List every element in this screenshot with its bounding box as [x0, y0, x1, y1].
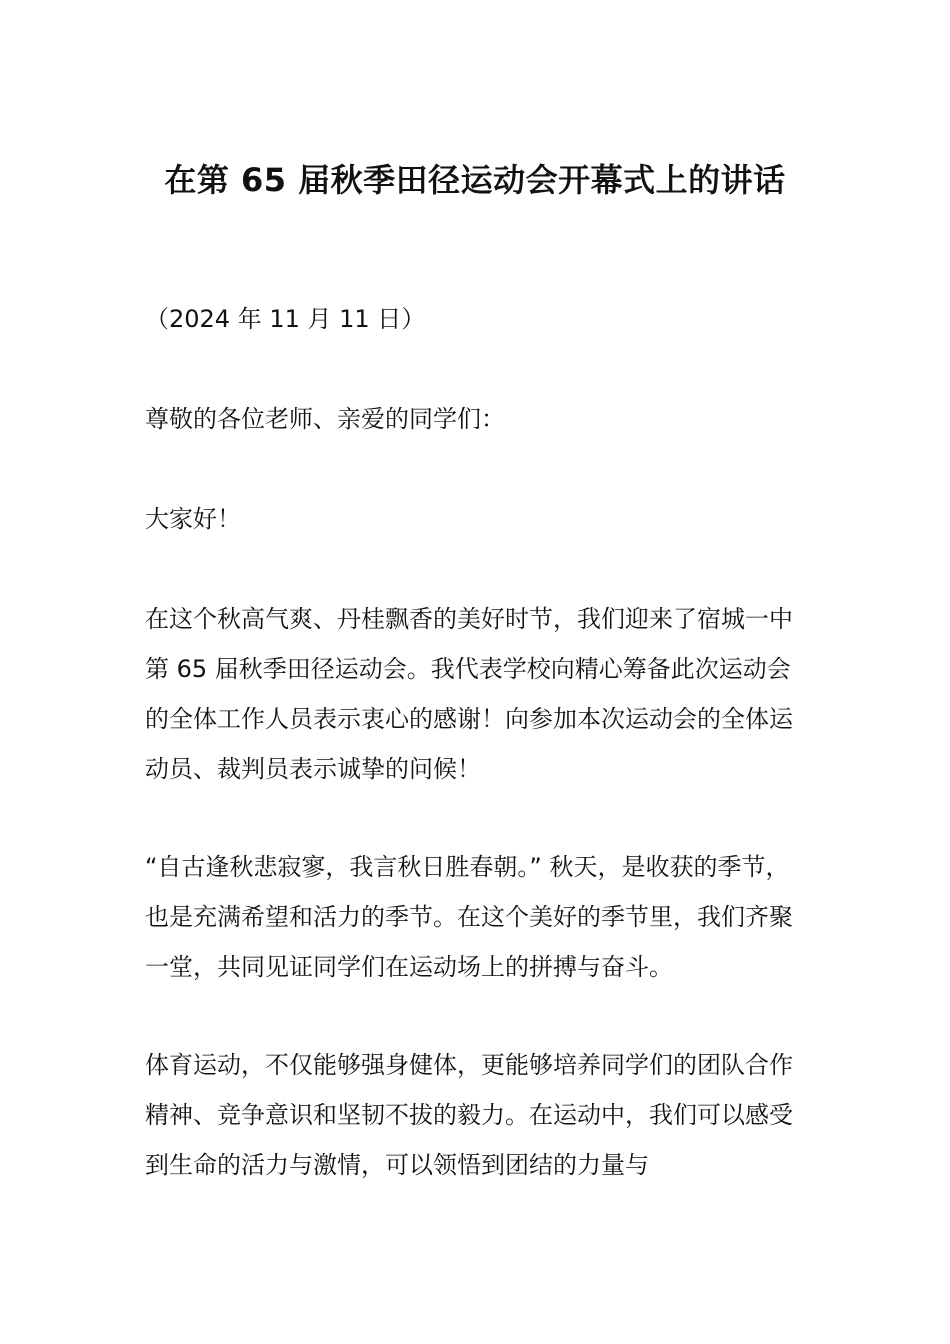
paragraph: 体育运动，不仅能够强身健体，更能够培养同学们的团队合作精神、竞争意识和坚韧不拔的毅力。在运动中，我们可以感受到生命的活力与激情，可以领悟到团结的力量与	[145, 1051, 793, 1179]
paragraph: “自古逢秋悲寂寥，我言秋日胜春朝。” 秋天，是收获的季节，也是充满希望和活力的季节。在这个美好的季节里，我们齐聚一堂，共同见证同学们在运动场上的拼搏与奋斗。	[145, 853, 793, 981]
greeting: 大家好！	[145, 505, 241, 533]
paragraph: 在这个秋高气爽、丹桂飘香的美好时节，我们迎来了宿城一中第 65 届秋季田径运动会。我代表学校向精心筹备此次运动会的全体工作人员表示衷心的感谢！向参加本次运动会的全体运动员、裁判员表示诚挚的问候！	[145, 605, 793, 783]
document-title: 在第 65 届秋季田径运动会开幕式上的讲话	[164, 161, 786, 199]
speech-date: （2024 年 11 月 11 日）	[145, 305, 426, 333]
salutation: 尊敬的各位老师、亲爱的同学们：	[145, 405, 505, 433]
